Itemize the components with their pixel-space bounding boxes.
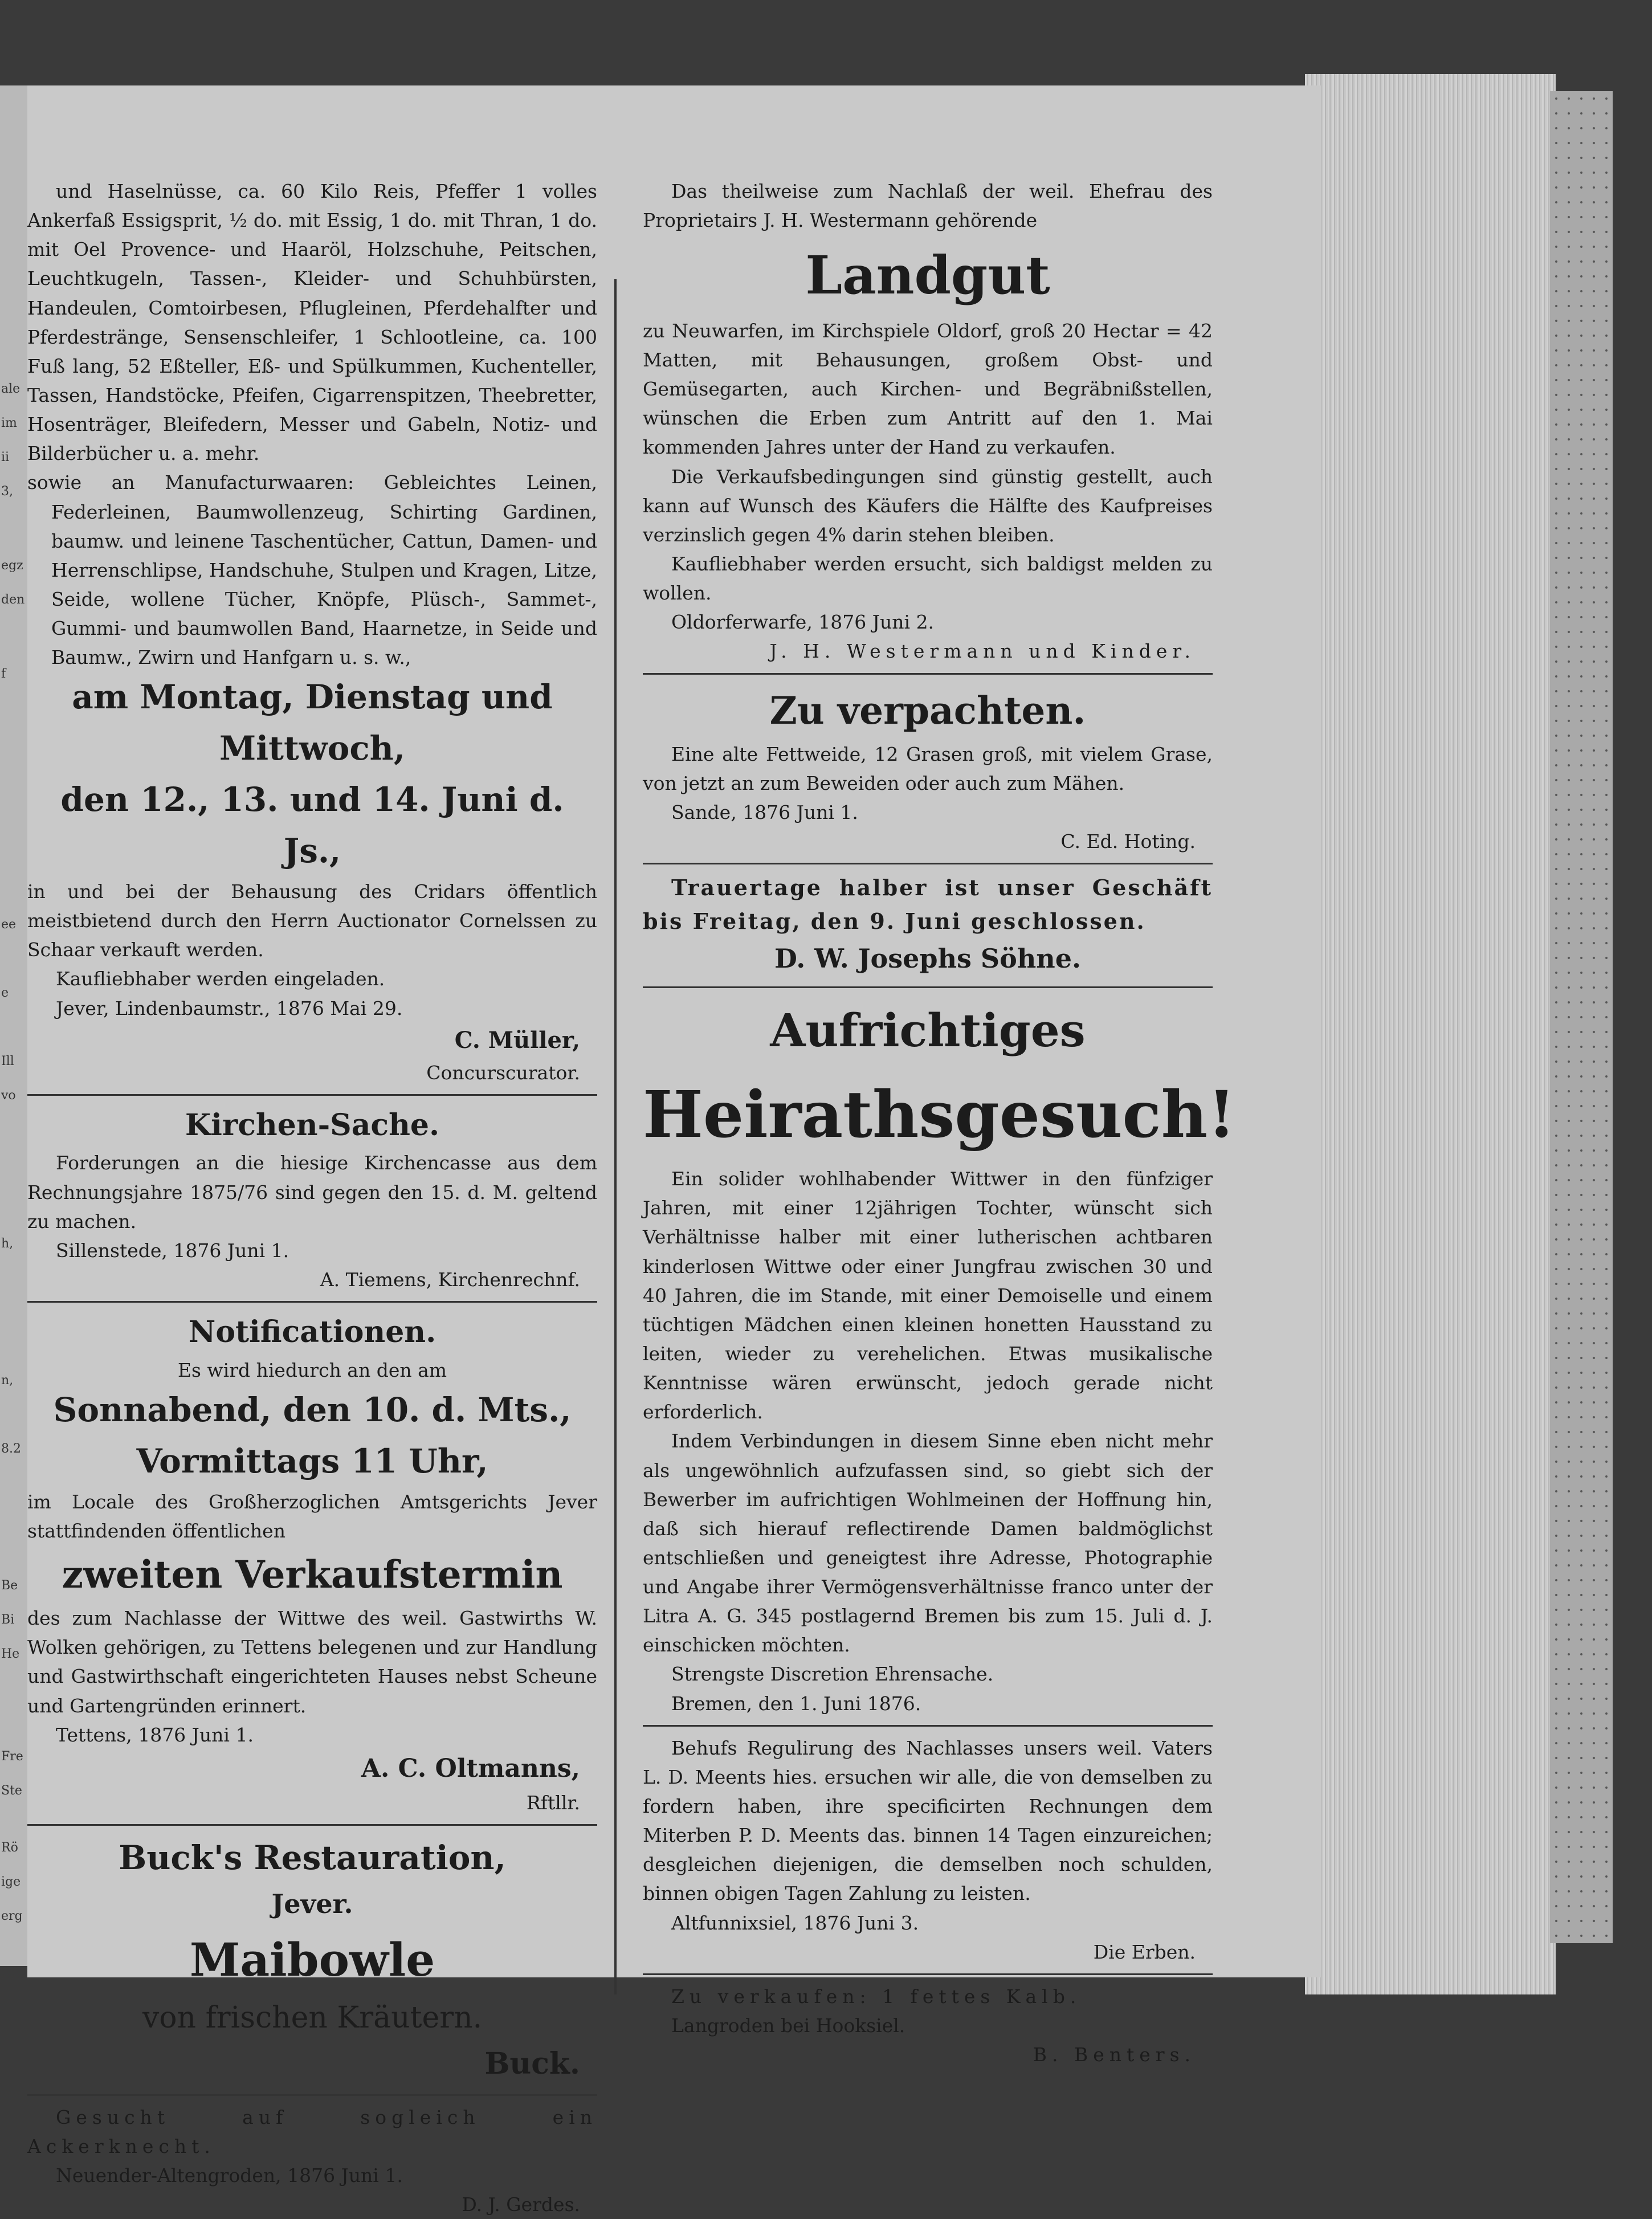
margin-letter: ee [1,917,17,932]
divider [643,673,1213,675]
divider [643,863,1213,864]
heirath-heading-2: Heirathsgesuch! [643,1077,1236,1152]
left-column [27,177,597,2219]
divider [27,1094,597,1096]
divider [643,1973,1213,1975]
notif-place-date: Tettens, 1876 Juni 1. [56,1723,254,1746]
margin-letter: erg [1,1909,23,1923]
notif-big-heading: zweiten Verkaufstermin [62,1552,563,1597]
manufactur-list: sowie an Manufacturwaaren: Gebleichtes Leinen, Federleinen, Baumwollenzeug, Schirting Gardinen, baumw. und leinene Taschentücher, Cattun, Damen- und Herrenschlipse, Handschuhe, Stulpen und Kragen, Litze, Seide, wollene Tücher, Knöpfe, Plüsch-, Sammet-, Gummi- und baumwollen Band, Haarnetze, in Seide und Baumw., Zwirn und Hanfgarn u. s. w., [27,471,597,669]
landgut-place-date: Oldorferwarfe, 1876 Juni 2. [671,611,935,634]
landgut-signer: J. H. Westermann und Kinder. [769,640,1196,663]
notif-heading: Notificationen. [188,1315,437,1350]
pacht-text: Eine alte Fettweide, 12 Grasen groß, mit vielem Grase, von jetzt an zum Beweiden oder auch zum Mähen. [643,743,1213,794]
buck-sub: von frischen Kräutern. [142,2001,483,2036]
notif-intro: Es wird hiedurch an den am [177,1359,447,1381]
buck-big: Maibowle [189,1933,435,1987]
kirchen-signer: A. Tiemens, Kirchenrechnf. [320,1268,580,1291]
margin-letter: egz [1,558,23,573]
margin-letter: 3, [1,484,13,499]
auction-text: in und bei der Behausung des Cridars öffentlich meistbietend durch den Herrn Auctionator Cornelssen zu Schaar verkauft werden. [27,880,597,961]
divider [643,1725,1213,1727]
heirath-heading-1: Aufrichtiges [770,1003,1086,1057]
landgut-text-2: Die Verkaufsbedingungen sind günstig gestellt, auch kann auf Wunsch des Käufers die Hälfte des Kaufpreises verzinslich gegen 4% darin stehen bleiben. [643,465,1213,546]
kirchen-text: Forderungen an die hiesige Kirchencasse aus dem Rechnungsjahre 1875/76 sind gegen den 15. d. M. geltend zu machen. [27,1152,597,1233]
margin-letter: ale [1,382,21,396]
notif-text-1: im Locale des Großherzoglichen Amtsgerichts Jever stattfindenden öffentlichen [27,1490,597,1542]
margin-letter: den [1,593,25,607]
pacht-heading: Zu verpachten. [769,688,1086,733]
goods-list: und Haselnüsse, ca. 60 Kilo Reis, Pfeffer 1 volles Ankerfaß Essigsprit, ½ do. mit Essig, 1 do. mit Thran, 1 do. mit Oel Provence- und Haaröl, Holzschuhe, Peitschen, Leuchtkugeln, Tassen-, Kleider- und Schuhbürsten, Handeulen, Comtoirbesen, Pflugleinen, Pferdehalfter und Pferdestränge, Sensenschleifer, 1 Schlootleine, ca. 100 Fuß lang, 52 Eßteller, Eß- und Spülkummen, Kuchenteller, Tassen, Handstöcke, Pfeifen, Cigarrenspitzen, Theebretter, Hosenträger, Bleifedern, Messer und Gabeln, Notiz- und Bilderbücher u. a. mehr. [27,180,597,465]
heirath-text-2: Indem Verbindungen in diesem Sinne eben nicht mehr als ungewöhnlich aufzufassen sind, so giebt sich der Bewerber im aufrichtigen Wohlmeinen der Hoffnung hin, daß sich hierauf reflectirende Damen baldmöglichst entschließen und geneigtest ihre Adresse, Photographie und Angabe ihrer Vermögensverhältnisse franco unter der Litra A. G. 345 postlagernd Bremen bis zum 15. Juli d. J. einschicken möchten. [643,1430,1213,1657]
landgut-text-3: Kaufliebhaber werden ersucht, sich baldigst melden zu wollen. [643,553,1213,605]
auction-place-date: Jever, Lindenbaumstr., 1876 Mai 29. [56,997,403,1019]
trauer-text: Trauertage halber ist unser Geschäft bis Freitag, den 9. Juni geschlossen. [643,875,1213,935]
divider [643,986,1213,988]
margin-letter: Ill [1,1054,14,1068]
margin-letter: Ste [1,1784,22,1798]
gesucht-place-date: Neuender-Altengroden, 1876 Juni 1. [56,2164,403,2187]
auction-dates-line-2: den 12., 13. und 14. Juni d. Js., [60,780,564,871]
erben-place-date: Altfunnixsiel, 1876 Juni 3. [671,1911,919,1934]
margin-letter: h, [1,1237,14,1251]
notif-signer: A. C. Oltmanns, [361,1753,580,1783]
notif-text-2: des zum Nachlasse der Wittwe des weil. Gastwirths W. Wolken gehörigen, zu Tettens belegenen und zur Handlung und Gastwirthschaft eingerichteten Hauses nebst Scheune und Gartengründen erinnert. [27,1607,597,1717]
auction-signer: C. Müller, [454,1026,580,1054]
kalb-text: Zu verkaufen: 1 fettes Kalb. [671,1985,1082,2008]
landgut-intro: Das theilweise zum Nachlaß der weil. Ehefrau des Proprietairs J. H. Westermann gehörende [643,180,1213,232]
divider [27,2094,597,2096]
heirath-text-1: Ein solider wohlhabender Wittwer in den fünfziger Jahren, mit einer 12jährigen Tochter, wünscht sich Verhältnisse halber mit einer lutherischen achtbaren kinderlosen Wittwe oder einer Jungfrau zwischen 30 und 40 Jahren, die im Stande, mit einer Demoiselle und einem tüchtigen Mädchen einen kleinen honetten Hausstand zu leiten, wieder zu verehelichen. Etwas musikalische Kenntnisse wären erwünscht, jedoch gerade nicht erforderlich. [643,1168,1213,1423]
buck-signature: Buck. [484,2046,580,2081]
kalb-place: Langroden bei Hooksiel. [671,2014,905,2037]
margin-letter: Fre [1,1749,23,1764]
buck-heading: Buck's Restauration, [119,1838,506,1878]
margin-letter: Bi [1,1613,15,1627]
margin-letter: ige [1,1875,21,1889]
margin-letter: ii [1,450,10,464]
kalb-signer: B. Benters. [1033,2043,1196,2066]
margin-letter: im [1,416,17,430]
landgut-text-1: zu Neuwarfen, im Kirchspiele Oldorf, groß 20 Hectar = 42 Matten, mit Behausungen, großem Obst- und Gemüsegarten, auch Kirchen- und Begräbnißstellen, wünschen die Erben zum Antritt auf den 1. Mai kommenden Jahres unter der Hand zu verkaufen. [643,319,1213,459]
auction-invite: Kaufliebhaber werden eingeladen. [56,968,385,990]
heirath-place-date: Bremen, den 1. Juni 1876. [671,1692,921,1715]
notif-date-line-2: Vormittags 11 Uhr, [136,1441,488,1480]
margin-letter: 8.2 [1,1442,21,1456]
erben-text: Behufs Regulirung des Nachlasses unsers weil. Vaters L. D. Meents hies. ersuchen wir alle, die von demselben zu fordern haben, ihre specificirten Rechnungen dem Miterben P. D. Meents das. binnen 14 Tagen einzureichen; desgleichen diejenigen, die demselben noch schulden, binnen obigen Tagen Zahlung zu leisten. [643,1736,1213,1905]
landgut-heading: Landgut [805,244,1050,307]
notif-signer-role: Rftllr. [526,1792,580,1814]
column-separator [614,279,617,1994]
margin-letter: e [1,986,9,1000]
erben-signer: Die Erben. [1093,1940,1196,1963]
notif-date-line-1: Sonnabend, den 10. d. Mts., [53,1390,572,1429]
trauer-signer: D. W. Josephs Söhne. [774,943,1081,974]
heirath-text-3: Strengste Discretion Ehrensache. [671,1663,994,1686]
margin-letter: vo [1,1088,16,1103]
gesucht-signer: D. J. Gerdes. [462,2193,580,2216]
divider [27,1824,597,1826]
margin-letter: Be [1,1578,18,1593]
margin-letter: f [1,667,6,681]
margin-letter: n, [1,1373,14,1388]
auction-signer-role: Concurscurator. [426,1061,580,1084]
page-block-edge [1305,74,1556,1994]
auction-dates-line-1: am Montag, Dienstag und Mittwoch, [72,678,553,768]
pacht-place-date: Sande, 1876 Juni 1. [671,801,858,824]
gesucht-text: Gesucht auf sogleich ein Ackerknecht. [27,2106,597,2157]
pacht-signer: C. Ed. Hoting. [1060,830,1196,853]
margin-letter: He [1,1647,20,1661]
newspaper-page [27,85,1321,2216]
divider [27,1301,597,1303]
kirchen-heading: Kirchen-Sache. [185,1107,440,1143]
margin-letter: Rö [1,1841,18,1855]
buck-town: Jever. [271,1888,353,1920]
previous-page-margin [0,85,27,1966]
kirchen-place-date: Sillenstede, 1876 Juni 1. [56,1239,289,1262]
speckled-cover-edge [1550,91,1613,1943]
right-column [643,177,1236,2069]
